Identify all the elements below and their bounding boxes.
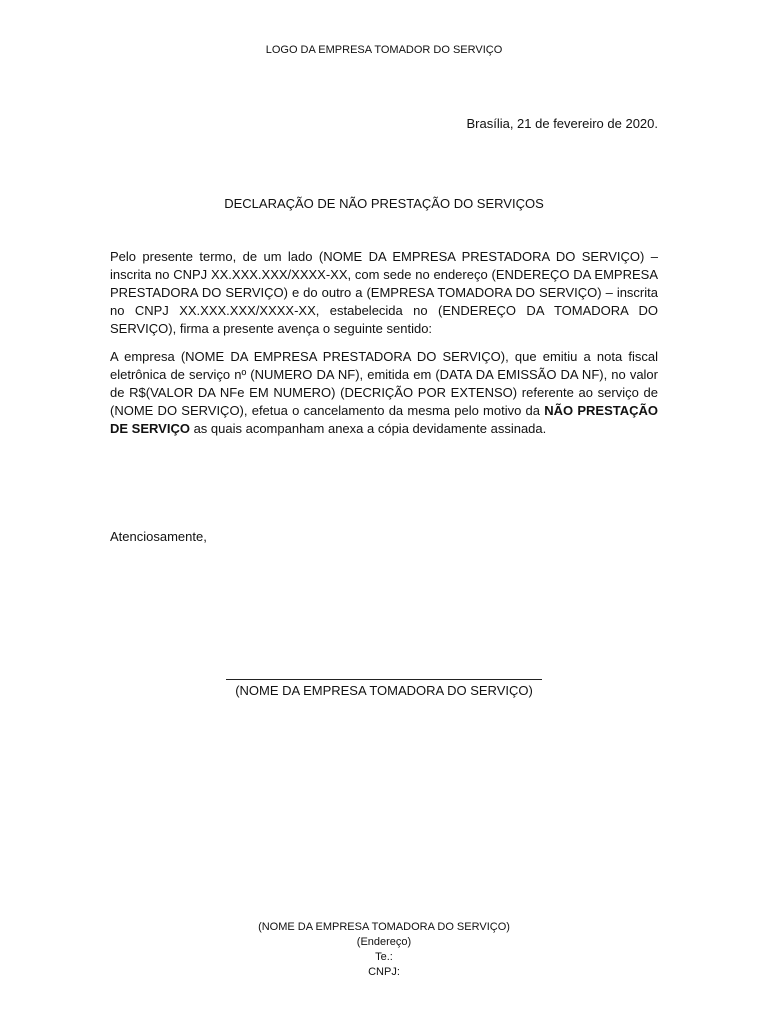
footer-cnpj: CNPJ: — [368, 966, 400, 978]
closing-salutation: Atenciosamente, — [110, 529, 207, 544]
logo-placeholder-text: LOGO DA EMPRESA TOMADOR DO SERVIÇO — [265, 44, 503, 56]
paragraph-declaration-text-end: as quais acompanham anexa a cópia devidamente assinada. — [189, 421, 547, 436]
signature-line — [226, 679, 542, 680]
document-title: DECLARAÇÃO DE NÃO PRESTAÇÃO DO SERVIÇOS — [224, 196, 544, 211]
signature-name: (NOME DA EMPRESA TOMADORA DO SERVIÇO) — [235, 683, 533, 698]
paragraph-declaration-text-start: A empresa (NOME DA EMPRESA PRESTADORA DO SERVIÇO), que emitiu a nota fiscal eletrônica de serviço nº (NUMERO DA NF), emitida em (DATA DA EMISSÃO DA NF), no valor de R$(VALOR DA NFe EM NUMERO) (DECRIÇÃO POR EXTENSO) referente ao serviço de (NOME DO SERVIÇO), efetua o cancelamento da mesma pelo motivo da — [110, 349, 658, 418]
footer — [0, 920, 768, 980]
paragraph-declaration-bold-reason: NÃO PRESTAÇÃO DE SERVIÇO — [110, 403, 658, 436]
paragraph-declaration — [110, 348, 658, 438]
footer-phone: Te.: — [375, 951, 393, 963]
footer-address: (Endereço) — [356, 936, 412, 948]
paragraph-parties: Pelo presente termo, de um lado (NOME DA EMPRESA PRESTADORA DO SERVIÇO) – inscrita no CNPJ XX.XXX.XXX/XXXX-XX, com sede no endereço (ENDEREÇO DA EMPRESA PRESTADORA DO SERVIÇO) e do outro a (EMPRESA TOMADORA DO SERVIÇO) – inscrita no CNPJ XX.XXX.XXX/XXXX-XX, estabelecida no (ENDEREÇO DA TOMADORA DO SERVIÇO), firma a presente avença o seguinte sentido: — [110, 249, 658, 336]
footer-company: (NOME DA EMPRESA TOMADORA DO SERVIÇO) — [258, 921, 510, 933]
date-line: Brasília, 21 de fevereiro de 2020. — [466, 116, 658, 131]
